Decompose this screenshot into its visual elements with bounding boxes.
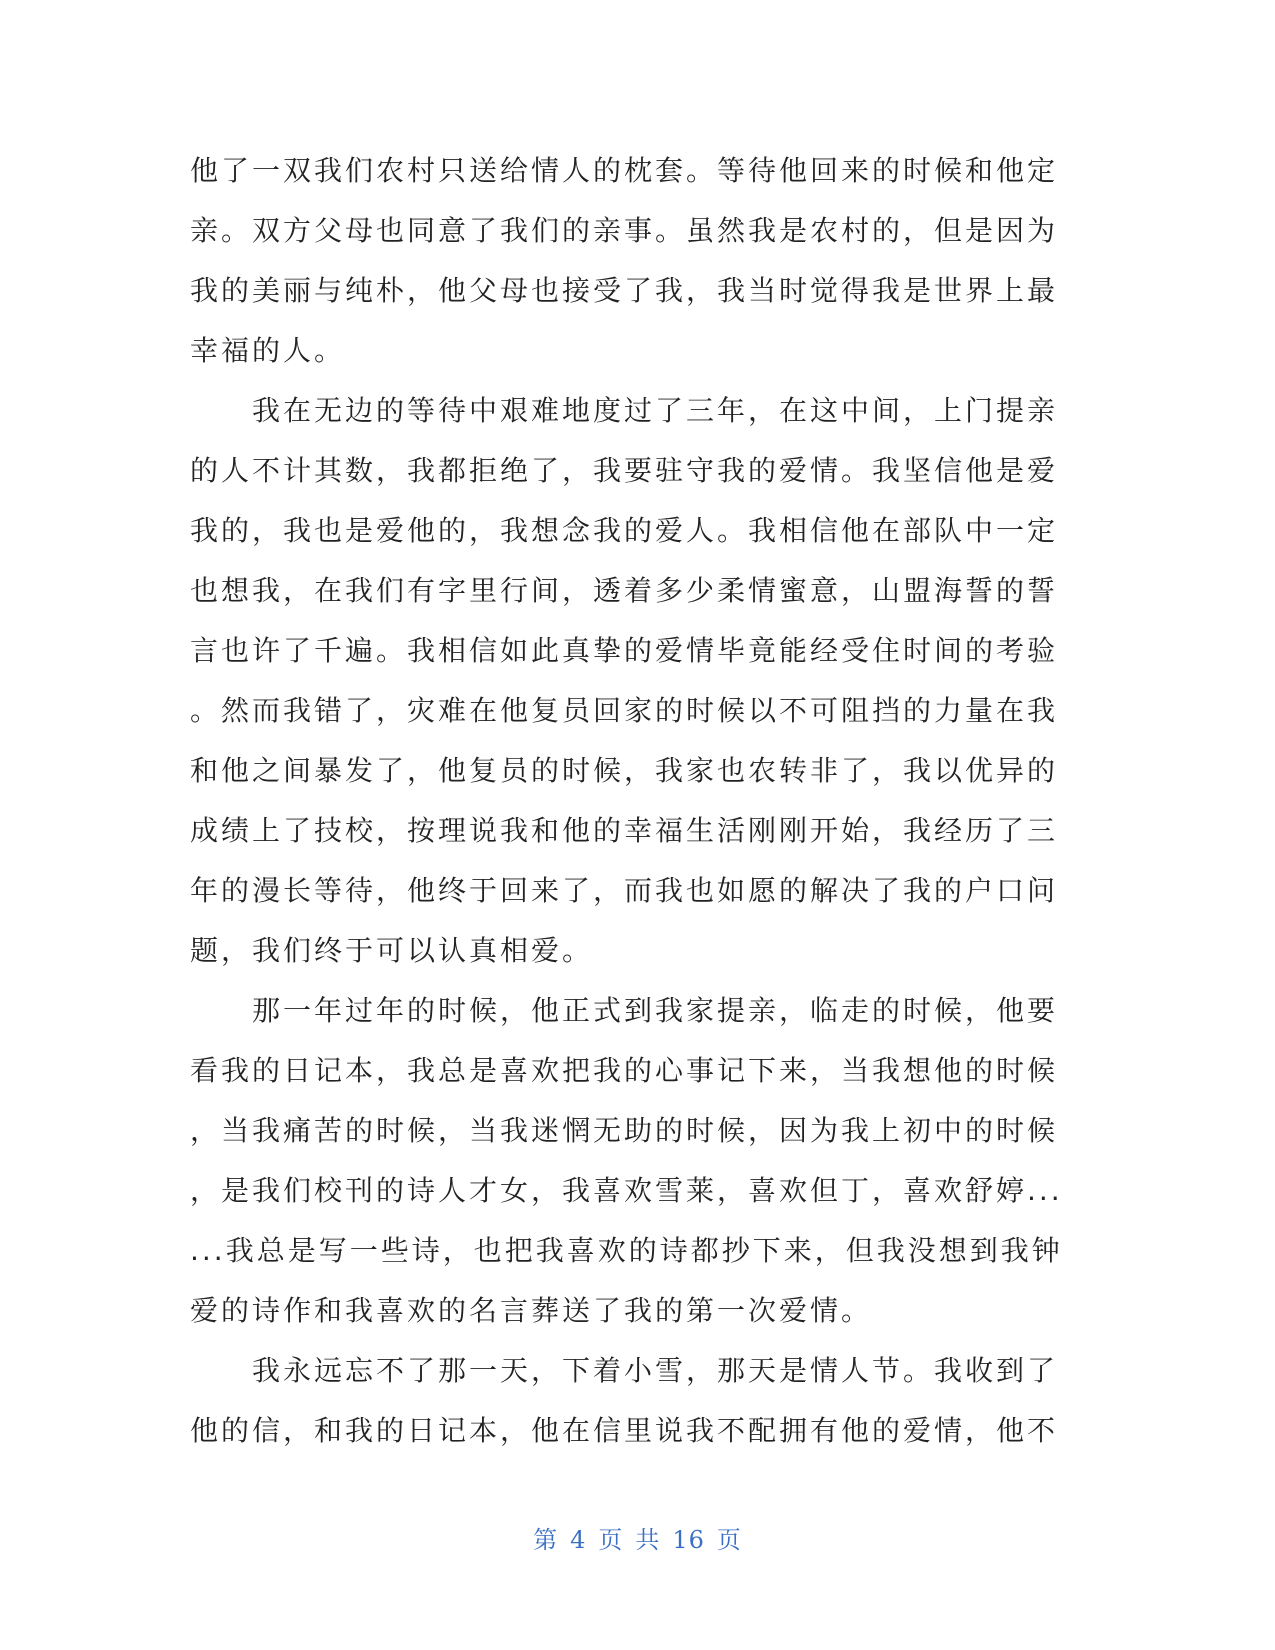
text-line: 我的，我也是爱他的，我想念我的爱人。我相信他在部队中一定 [190,514,1059,547]
text-line: ...我总是写一些诗，也把我喜欢的诗都抄下来，但我没想到我钟 [190,1234,1063,1267]
text-line: 言也许了千遍。我相信如此真挚的爱情毕竟能经受住时间的考验 [190,634,1059,667]
text-line: 我的美丽与纯朴，他父母也接受了我，我当时觉得我是世界上最 [190,274,1059,307]
text-line: 我在无边的等待中艰难地度过了三年，在这中间，上门提亲 [190,394,1059,427]
text-line: ，当我痛苦的时候，当我迷惘无助的时候，因为我上初中的时候 [190,1114,1059,1147]
page-footer [0,1520,1275,1555]
footer-prefix: 第 [533,1526,559,1554]
text-line: 年的漫长等待，他终于回来了，而我也如愿的解决了我的户口问 [190,874,1059,907]
text-line: 也想我，在我们有字里行间，透着多少柔情蜜意，山盟海誓的誓 [190,574,1059,607]
body-text [190,141,1090,1461]
footer-page-number: 4 [570,1526,587,1554]
text-line: 他的信，和我的日记本，他在信里说我不配拥有他的爱情，他不 [190,1414,1059,1447]
text-line: 成绩上了技校，按理说我和他的幸福生活刚刚开始，我经历了三 [190,814,1059,847]
text-line: 爱的诗作和我喜欢的名言葬送了我的第一次爱情。 [190,1294,873,1327]
text-line: ，是我们校刊的诗人才女，我喜欢雪莱，喜欢但丁，喜欢舒婷... [190,1174,1063,1207]
footer-total-pages: 16 [672,1526,705,1554]
text-line: 。然而我错了，灾难在他复员回家的时候以不可阻挡的力量在我 [190,694,1059,727]
footer-suffix: 页 [716,1526,742,1554]
text-line: 他了一双我们农村只送给情人的枕套。等待他回来的时候和他定 [190,154,1059,187]
text-line: 亲。双方父母也同意了我们的亲事。虽然我是农村的，但是因为 [190,214,1059,247]
footer-page-word: 页 [598,1526,624,1554]
text-line: 看我的日记本，我总是喜欢把我的心事记下来，当我想他的时候 [190,1054,1059,1087]
text-line: 幸福的人。 [190,334,346,367]
text-line: 和他之间暴发了，他复员的时候，我家也农转非了，我以优异的 [190,754,1059,787]
text-line: 我永远忘不了那一天，下着小雪，那天是情人节。我收到了 [190,1354,1059,1387]
text-line: 那一年过年的时候，他正式到我家提亲，临走的时候，他要 [190,994,1059,1027]
text-line: 题，我们终于可以认真相爱。 [190,934,594,967]
footer-total-word: 共 [635,1526,661,1554]
text-line: 的人不计其数，我都拒绝了，我要驻守我的爱情。我坚信他是爱 [190,454,1059,487]
